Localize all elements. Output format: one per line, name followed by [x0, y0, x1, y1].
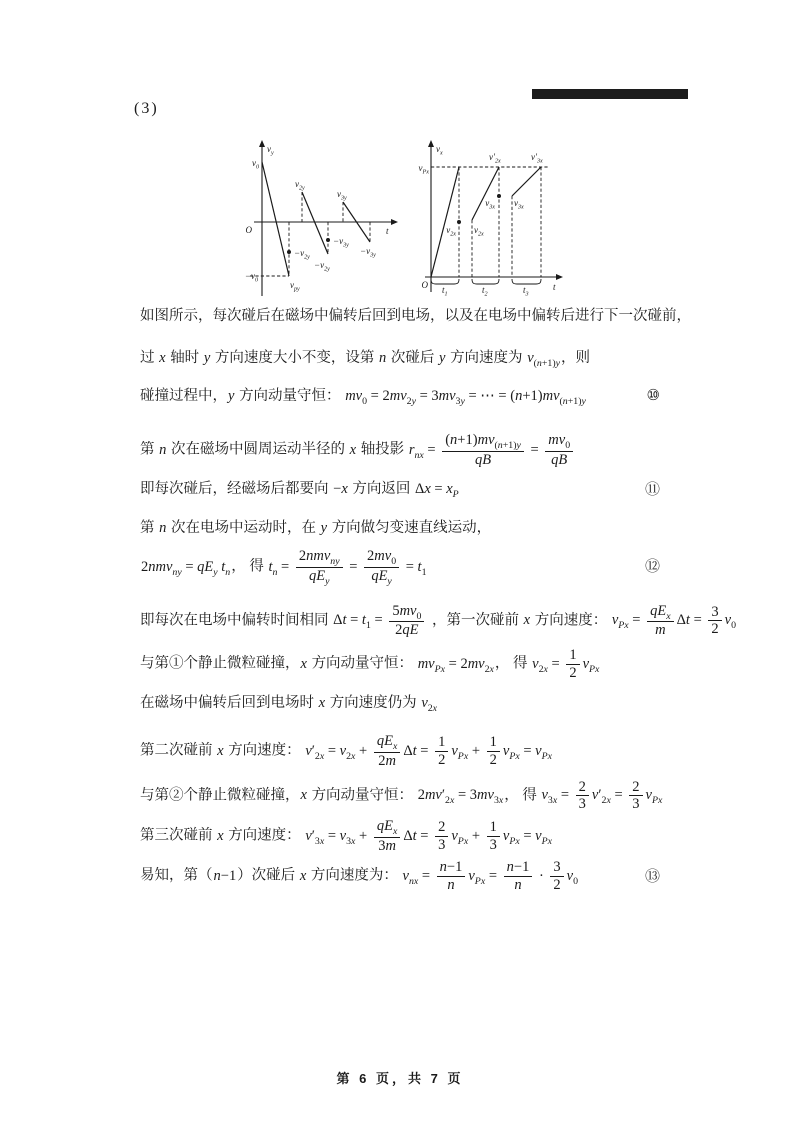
equation-number: ⑪	[644, 481, 660, 498]
vx-label-t1: $t_1$	[442, 285, 448, 298]
solution-line	[140, 432, 660, 468]
vx-label-v3x-start: $v_{3x}$	[514, 198, 524, 211]
solution-line	[140, 693, 660, 715]
vy-label-neg-v3y-dot: $-v_{3y}$	[333, 236, 349, 249]
line-text: 第三次碰前 x 方向速度： $v'_{3x} = v_{3x}$ + $\frac{qE_x}{3m}$ Δt = $\frac{2}{3}$ $v_{Px}$ + $\frac{1}{3}$ $v_{Px} = v_{Px}$	[140, 817, 552, 854]
vy-dot-neg-v2y	[287, 250, 291, 254]
equation-number: ⑬	[644, 868, 660, 885]
line-text: 第 n 次在电场中运动时，在 y 方向做匀变速直线运动，	[140, 520, 492, 537]
solution-line	[140, 818, 660, 854]
solution-line	[140, 859, 660, 893]
solution-line	[140, 386, 660, 408]
vx-label-v2x-dot: $v_{2x}$	[446, 225, 456, 238]
vy-label-v2y: $v_{2y}$	[295, 179, 305, 192]
solution-line	[140, 479, 660, 501]
vx-label-t3: $t_3$	[523, 285, 529, 298]
vx-label-vPx: $v_{Px}$	[418, 163, 429, 176]
vx-curves	[431, 167, 541, 277]
vy-label-neg-v0: $-v_0$	[244, 271, 258, 284]
vx-label-v3x-dot: $v_{3x}$	[485, 198, 495, 211]
vy-curves	[262, 162, 370, 276]
line-text: 碰撞过程中，y 方向动量守恒： $mv_0 = 2mv_{2y} = 3mv_{3y}$ = ⋯ = $(n+1)mv_{(n+1)y}$	[140, 387, 586, 407]
vy-label-neg-v2y-dot: $-v_{2y}$	[294, 248, 310, 261]
solution-line	[140, 602, 736, 639]
vx-label-v2x-start: $v_{2x}$	[474, 225, 484, 238]
line-text: 第二次碰前 x 方向速度： $v'_{2x} = v_{2x}$ + $\frac{qE_x}{2m}$ Δt = $\frac{1}{2}$ $v_{Px}$ + $\frac{1}{2}$ $v_{Px} = v_{Px}$	[140, 733, 552, 769]
redaction-bar	[532, 89, 688, 99]
vy-label-neg-v3y-end: $-v_{3y}$	[360, 246, 376, 259]
vy-y-axis-label: $v_y$	[267, 144, 274, 157]
vx-underbraces	[431, 279, 541, 284]
line-text: $2nmv_{ny} = qE_y$ $t_n$， 得 $t_n$ = $\frac{2nmv_{ny}}{qE_y}$ = $\frac{2mv_0}{qE_y}$ = $t_1$	[141, 548, 427, 587]
vx-t-axis-label: t	[553, 282, 556, 292]
solution-line	[140, 548, 660, 587]
solution-line	[140, 306, 691, 328]
line-text: 易知，第（n−1）次碰后 x 方向速度为： $v_{nx}$ = $\frac{n-1}{n}$ $v_{Px}$ = $\frac{n-1}{n}$ · $\frac{3}{2}$ $v_0$	[140, 859, 579, 894]
figure-vy-t	[228, 138, 408, 303]
vy-label-v0: $v_0$	[251, 158, 259, 171]
line-text: 如图所示，每次碰后在磁场中偏转后回到电场，以及在电场中偏转后进行下一次碰前，	[140, 308, 691, 324]
vy-label-neg-v2y-end: $-v_{2y}$	[314, 260, 330, 273]
line-text: 在磁场中偏转后回到电场时 x 方向速度仍为 $v_{2x}$	[140, 695, 438, 715]
solution-line	[140, 348, 660, 370]
line-text: 与第②个静止微粒碰撞，x 方向动量守恒： $2mv'_{2x} = 3mv_{3x}$， 得 $v_{3x}$ = $\frac{2}{3}$ $v'_{2x}$ = $\frac{2}{3}$ $v_{Px}$	[140, 778, 663, 813]
line-text: 即每次碰后，经磁场后都要向 −x 方向返回 $\Delta x = x_P$	[140, 480, 459, 500]
equation-number: ⑩	[646, 388, 660, 405]
line-text: 即每次在电场中偏转时间相同 $\Delta t = t_1$ = $\frac{5mv_0}{2qE}$ ，第一次碰前 x 方向速度： $v_{Px}$ = $\frac{qE_x}{m}$ Δt = $\frac{3}{2}$ $v_0$	[140, 602, 736, 639]
figure-vx-t	[415, 140, 565, 300]
figures-row	[228, 138, 565, 303]
vx-label-t2: $t_2$	[482, 285, 488, 298]
solution-line	[140, 518, 660, 540]
vx-label-v3x-prime: $v'_{3x}$	[531, 152, 543, 165]
line-text: 第 n 次在磁场中圆周运动半径的 x 轴投影 $r_{nx}$ = $\frac{(n+1)mv_{(n+1)y}}{qB}$ = $\frac{mv_0}{qB}$	[140, 442, 577, 458]
vy-label-vpy: $v_{py}$	[290, 280, 300, 293]
vx-dot-v2x	[457, 220, 461, 224]
vy-label-v3y: $v_{3y}$	[337, 189, 347, 202]
solution-line	[140, 778, 663, 813]
vx-y-axis-label: $v_x$	[436, 144, 443, 157]
vx-label-v2x-prime: $v'_{2x}$	[489, 152, 501, 165]
line-text: 过 x 轴时 y 方向速度大小不变，设第 n 次碰后 y 方向速度为 $v_{(n+1)y}$，则	[140, 349, 590, 369]
vy-dot-neg-v3y	[326, 238, 330, 242]
solution-text	[140, 306, 736, 894]
vy-guides	[250, 192, 370, 276]
vy-origin-label: O	[245, 225, 252, 235]
page-footer: 第 6 页，共 7 页	[336, 1071, 464, 1086]
solution-line	[140, 733, 660, 769]
vx-dot-v3x	[497, 194, 501, 198]
section-label: (3)	[134, 100, 159, 117]
vy-t-axis-label: t	[386, 226, 389, 236]
line-text: 与第①个静止微粒碰撞，x 方向动量守恒： $mv_{Px} = 2mv_{2x}$， 得 $v_{2x}$ = $\frac{1}{2}$ $v_{Px}$	[140, 647, 600, 681]
equation-number: ⑫	[644, 559, 660, 576]
vx-origin-label: O	[421, 280, 428, 290]
solution-line	[140, 647, 660, 681]
